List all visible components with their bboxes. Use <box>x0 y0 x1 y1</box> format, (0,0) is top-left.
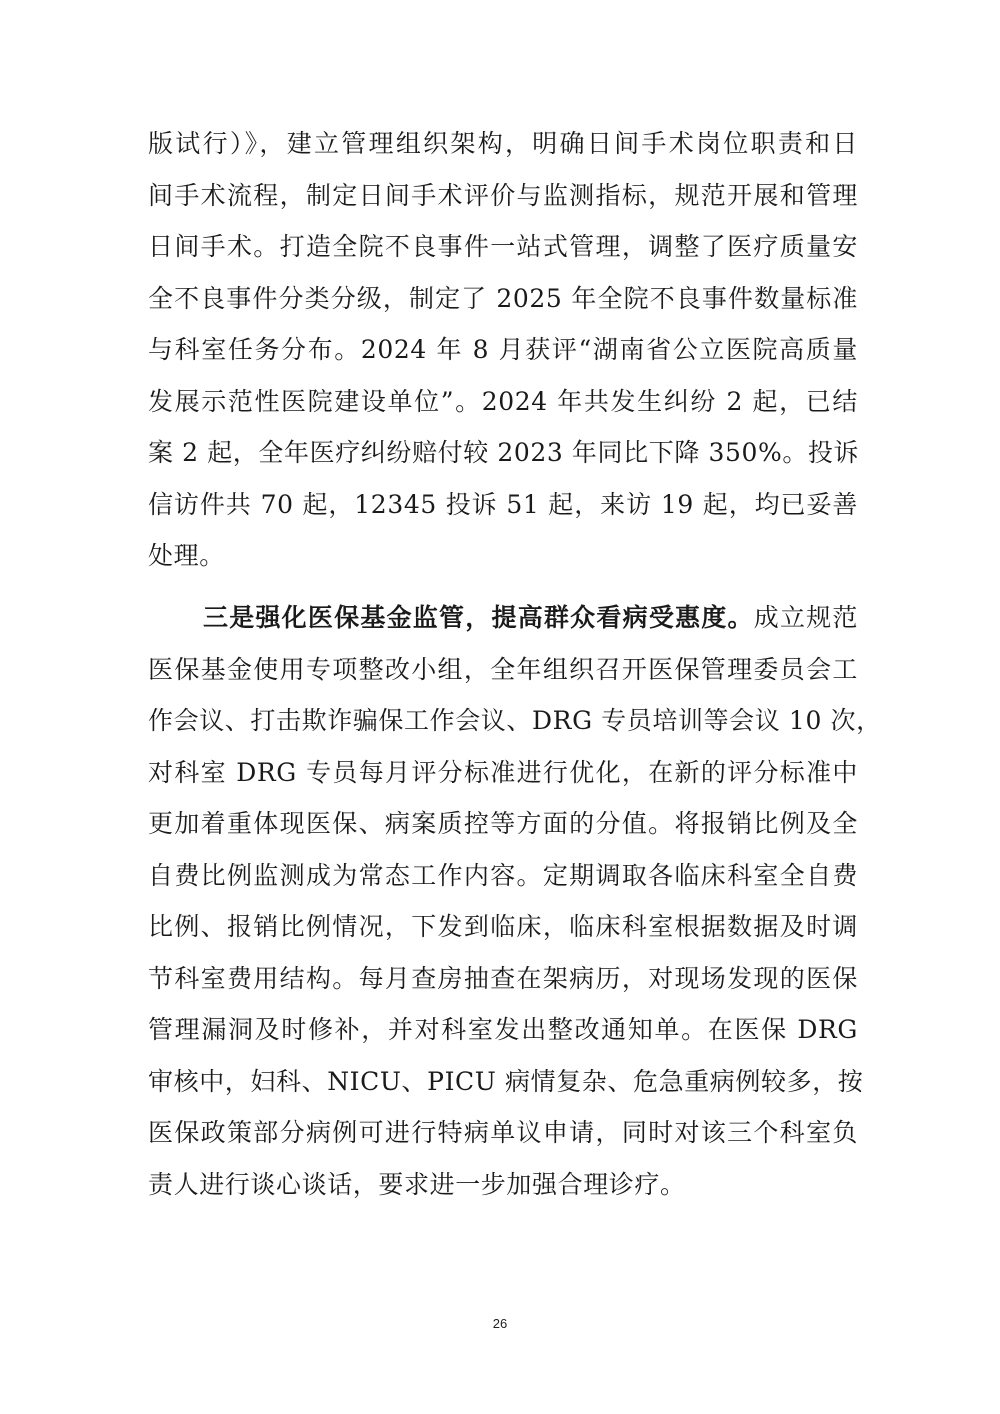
text-line: 更加着重体现医保、病案质控等方面的分值。将报销比例及全 <box>148 809 858 838</box>
text-line: 审核中，妇科、NICU、PICU 病情复杂、危急重病例较多，按 <box>148 1066 864 1096</box>
paragraph-2 <box>148 592 882 1210</box>
page-number: 26 <box>492 1316 508 1331</box>
paragraph-heading: 三是强化医保基金监管，提高群众看病受惠度。 <box>203 603 754 632</box>
text-line: 与科室任务分布。2024 年 8 月获评“湖南省公立医院高质量 <box>148 335 858 364</box>
text-line: 管理漏洞及时修补，并对科室发出整改通知单。在医保 DRG <box>148 1015 858 1044</box>
text-line: 医保基金使用专项整改小组，全年组织召开医保管理委员会工 <box>148 654 858 684</box>
text-line: 作会议、打击欺诈骗保工作会议、DRG 专员培训等会议 10 次， <box>148 706 882 735</box>
text-line: 版试行）》，建立管理组织架构，明确日间手术岗位职责和日 <box>148 129 858 158</box>
text-line: 对科室 DRG 专员每月评分标准进行优化，在新的评分标准中 <box>148 757 858 787</box>
text-line: 比例、报销比例情况，下发到临床，临床科室根据数据及时调 <box>148 912 858 941</box>
text-line: 间手术流程，制定日间手术评价与监测指标，规范开展和管理 <box>148 180 858 210</box>
text-line: 责人进行谈心谈话，要求进一步加强合理诊疗。 <box>148 1169 686 1199</box>
text-line: 自费比例监测成为常态工作内容。定期调取各临床科室全自费 <box>148 860 858 890</box>
text-line: 处理。 <box>148 541 225 570</box>
text-line: 全不良事件分类分级，制定了 2025 年全院不良事件数量标准 <box>148 283 858 313</box>
text-line <box>148 592 858 644</box>
text-line: 节科室费用结构。每月查房抽查在架病历，对现场发现的医保 <box>148 963 858 993</box>
text-line: 发展示范性医院建设单位”。2024 年共发生纠纷 2 起，已结 <box>148 386 858 416</box>
text-line: 案 2 起，全年医疗纠纷赔付较 2023 年同比下降 350%。投诉 <box>148 438 860 467</box>
paragraph-1 <box>148 118 858 582</box>
text-line: 医保政策部分病例可进行特病单议申请，同时对该三个科室负 <box>148 1118 858 1147</box>
text-line: 日间手术。打造全院不良事件一站式管理，调整了医疗质量安 <box>148 232 858 261</box>
heading-continuation: 成立规范 <box>753 603 858 632</box>
text-line: 信访件共 70 起，12345 投诉 51 起，来访 19 起，均已妥善 <box>148 489 858 519</box>
